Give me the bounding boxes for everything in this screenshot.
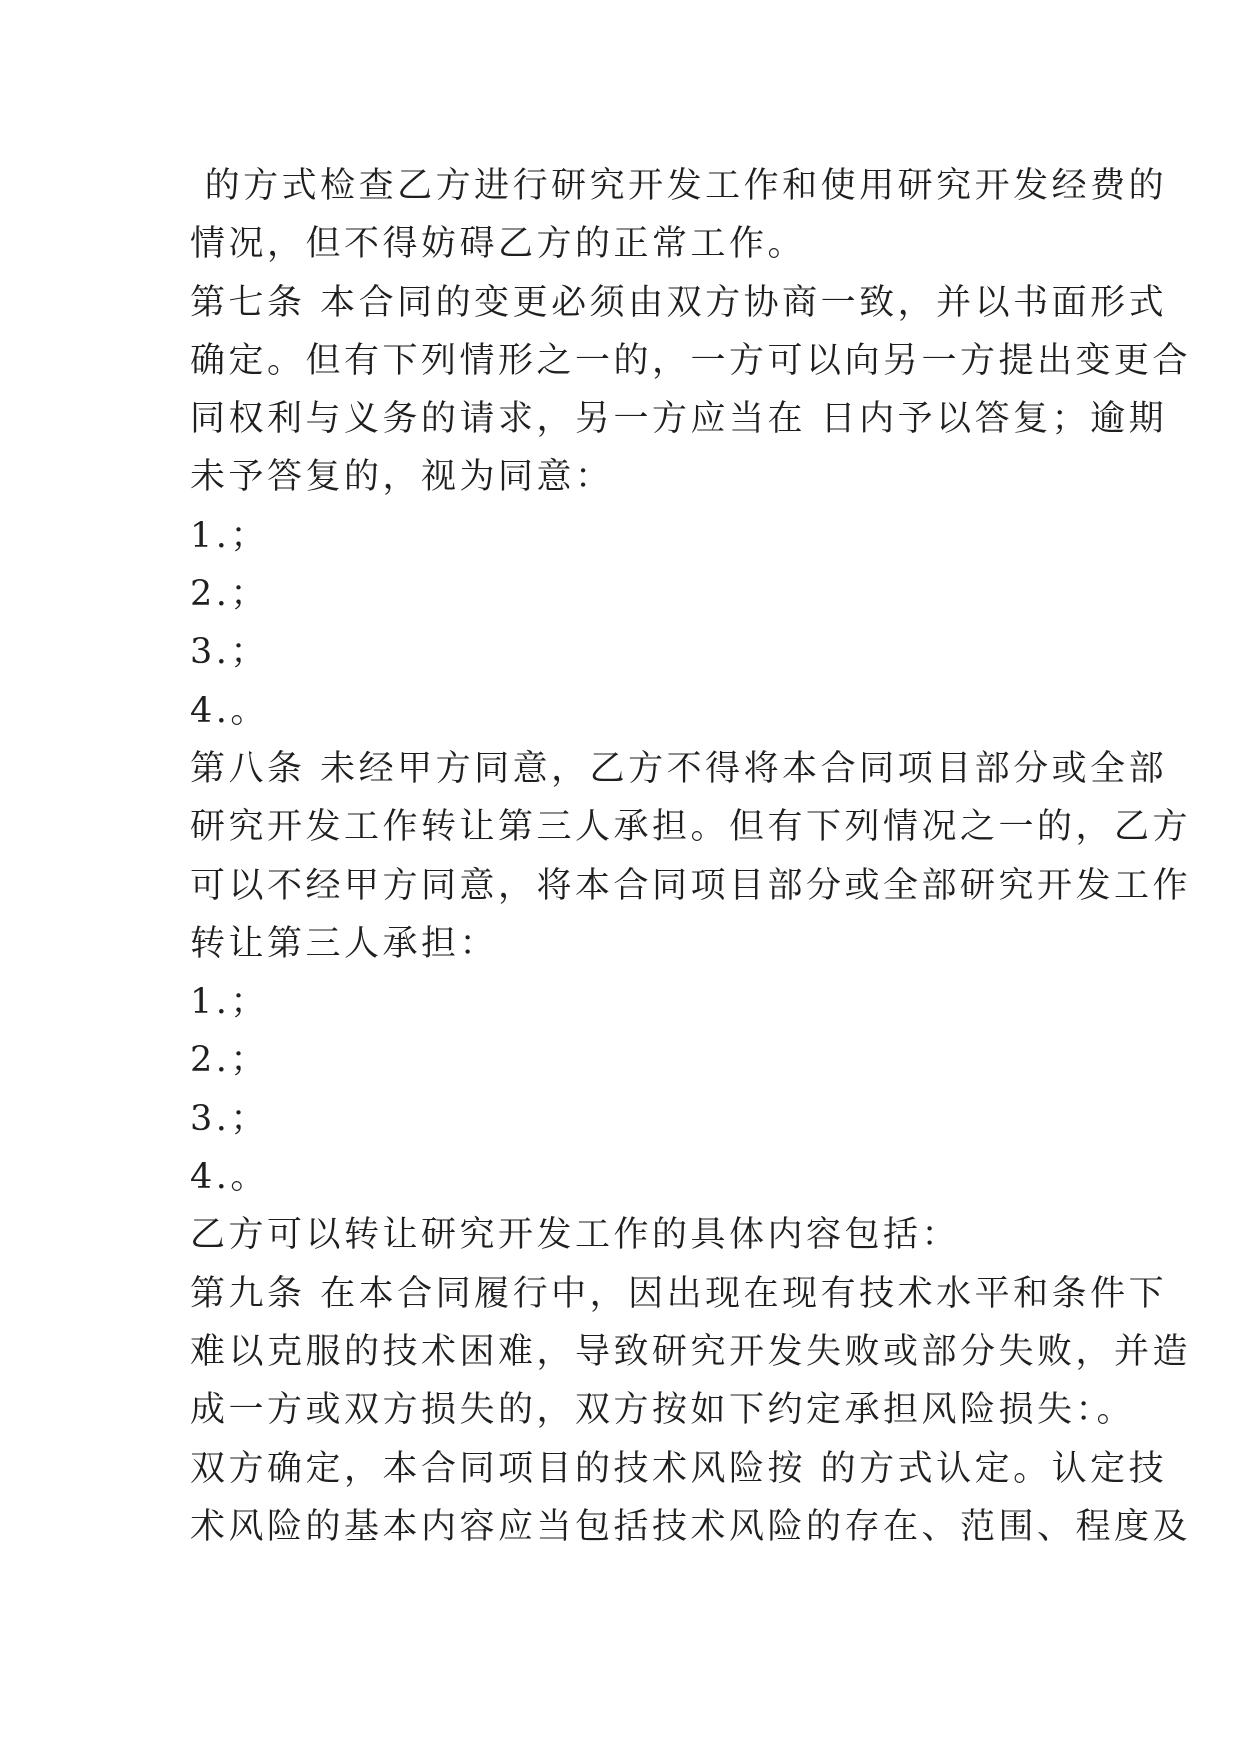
- text-line: 术风险的基本内容应当包括技术风险的存在、范围、程度及: [190, 1506, 1192, 1547]
- list-item: 4.。: [190, 1157, 269, 1198]
- list-item: 3.；: [190, 1098, 269, 1139]
- text-line: 可以不经甲方同意，将本合同项目部分或全部研究开发工作: [190, 865, 1192, 906]
- article-7-heading-line: 第七条 本合同的变更必须由双方协商一致，并以书面形式: [190, 282, 1168, 323]
- article-8-heading-line: 第八条 未经甲方同意，乙方不得将本合同项目部分或全部: [190, 748, 1168, 789]
- article-9-heading-line: 第九条 在本合同履行中，因出现在现有技术水平和条件下: [190, 1273, 1168, 1314]
- text-line: 未予答复的，视为同意：: [190, 457, 614, 498]
- text-line: 的方式检查乙方进行研究开发工作和使用研究开发经费的: [190, 166, 1168, 206]
- list-item: 2.；: [190, 1040, 269, 1081]
- list-item: 4.。: [190, 690, 269, 731]
- text-line: 乙方可以转让研究开发工作的具体内容包括：: [190, 1215, 961, 1256]
- list-item: 3.；: [190, 632, 269, 673]
- list-item: 2.；: [190, 574, 269, 615]
- list-item: 1.；: [190, 515, 269, 556]
- text-line: 成一方或双方损失的，双方按如下约定承担风险损失：。: [190, 1390, 1136, 1431]
- text-line: 双方确定，本合同项目的技术风险按 的方式认定。认定技: [190, 1448, 1168, 1489]
- text-line: 研究开发工作转让第三人承担。但有下列情况之一的，乙方: [190, 807, 1192, 848]
- document-body: [190, 157, 1192, 1556]
- list-item: 1.；: [190, 982, 269, 1023]
- text-line: 确定。但有下列情形之一的，一方可以向另一方提出变更合: [190, 340, 1192, 381]
- text-line: 同权利与义务的请求，另一方应当在 日内予以答复；逾期: [190, 399, 1168, 440]
- text-line: 情况，但不得妨碍乙方的正常工作。: [190, 224, 807, 265]
- text-line: 转让第三人承担：: [190, 923, 499, 964]
- text-line: 难以克服的技术困难，导致研究开发失败或部分失败，并造: [190, 1331, 1192, 1372]
